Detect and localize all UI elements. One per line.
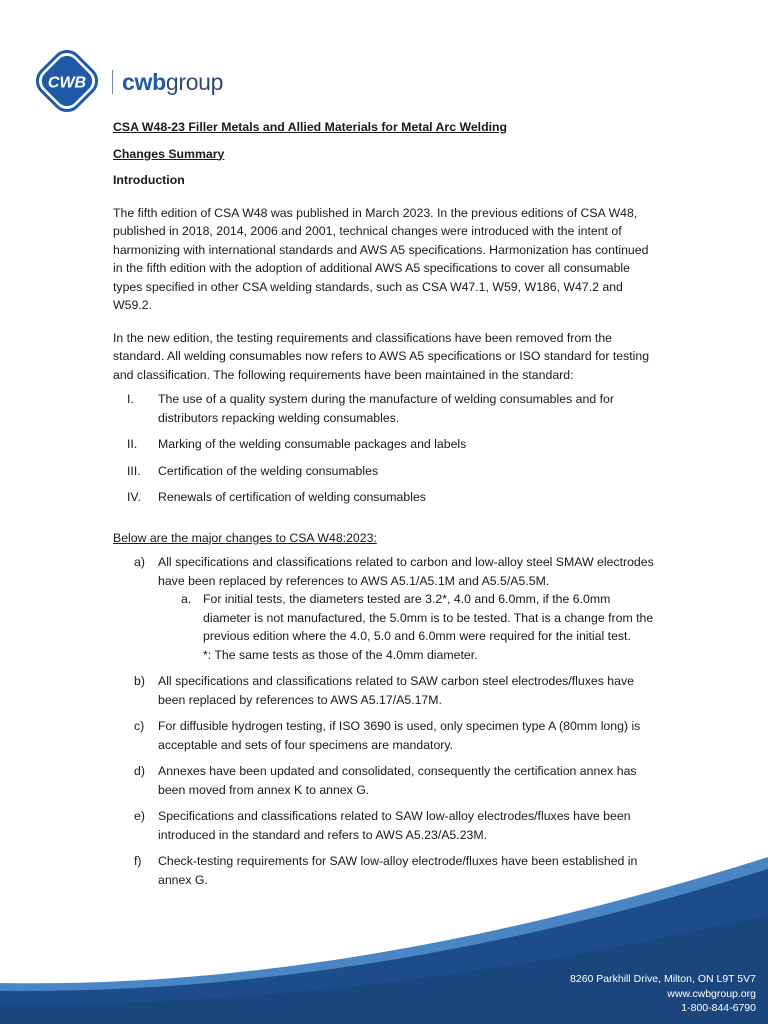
list-item-text: Check-testing requirements for SAW low-alloy electrode/fluxes have been established in annex G.	[158, 854, 638, 887]
brand-cwb: cwb	[122, 68, 166, 95]
list-item	[113, 435, 658, 454]
brand-group: group	[165, 68, 224, 95]
list-item-text: Annexes have been updated and consolidated, consequently the certification annex has been moved from annex K to annex G.	[158, 764, 637, 797]
document-body	[113, 118, 658, 889]
list-item	[113, 488, 658, 507]
list-item	[113, 390, 658, 427]
list-item-text: Renewals of certification of welding consumables	[158, 490, 426, 504]
list-item	[113, 807, 658, 844]
list-item-number: c)	[134, 719, 145, 733]
footer-address: 8260 Parkhill Drive, Milton, ON L9T 5V7	[570, 973, 756, 985]
document-title: CSA W48-23 Filler Metals and Allied Materials for Metal Arc Welding	[113, 120, 508, 134]
logo-badge-text: CWB	[47, 74, 87, 92]
list-item-text: Certification of the welding consumables	[158, 463, 379, 478]
list-item	[113, 762, 658, 799]
list-item	[113, 553, 658, 664]
list-item-text: Marking of the welding consumable packages and labels	[158, 437, 467, 451]
list-item-number: II.	[127, 437, 138, 451]
list-item	[113, 672, 658, 709]
major-changes-list	[113, 553, 658, 889]
introduction-heading: Introduction	[113, 173, 185, 187]
footer-contact	[570, 972, 756, 1016]
sub-list-item-number: a.	[181, 592, 192, 606]
sub-list-item-note: *: The same tests as those of the 4.0mm diameter.	[203, 647, 478, 662]
list-item-number: a)	[134, 555, 145, 569]
list-item-number: b)	[134, 674, 145, 688]
list-item-text: Specifications and classifications related to SAW low-alloy electrodes/fluxes have been introduced in the standard and refers to AWS A5.23/A5.23M.	[158, 809, 631, 842]
list-item-text: All specifications and classifications related to SAW carbon steel electrodes/fluxes have been replaced by references to AWS A5.17/A5.17M.	[158, 674, 634, 707]
footer-phone: 1-800-844-6790	[681, 1002, 756, 1014]
list-item-text: All specifications and classifications related to carbon and low-alloy steel SMAW electrodes have been replaced by references to AWS A5.1/A5.1M and A5.5/A5.5M.	[158, 555, 654, 588]
list-item	[113, 717, 658, 754]
sub-list-item-text: For initial tests, the diameters tested are 3.2*, 4.0 and 6.0mm, if the 6.0mm diameter is not manufactured, the 5.0mm is to be tested. That is a change from the previous edition where the 4.0, 5.0 and 6.0mm were required for the initial test.	[203, 592, 654, 643]
sub-list-item	[158, 590, 658, 664]
list-item-number: d)	[134, 764, 145, 778]
list-item-text: The use of a quality system during the manufacture of welding consumables and for distributors repacking welding consumables.	[158, 392, 614, 425]
list-item-number: e)	[134, 809, 145, 823]
cwb-logo-badge	[30, 44, 104, 118]
list-item-number: III.	[127, 463, 141, 478]
major-changes-heading: Below are the major changes to CSA W48:2023:	[113, 530, 377, 545]
intro-paragraph-2: In the new edition, the testing requirements and classifications have been removed from the standard. All welding consumables now refers to AWS A5 specifications or ISO standard for testing and classification. The following requirements have been maintained in the standard:	[113, 330, 650, 382]
maintained-requirements-list	[113, 390, 658, 507]
list-item-number: I.	[127, 392, 134, 406]
footer-website[interactable]: www.cwbgroup.org	[667, 987, 756, 1000]
list-item-text: For diffusible hydrogen testing, if ISO 3690 is used, only specimen type A (80mm long) is acceptable and sets of four specimens are mandatory.	[158, 719, 641, 752]
changes-summary-heading: Changes Summary	[113, 146, 225, 161]
intro-paragraph-1: The fifth edition of CSA W48 was published in March 2023. In the previous editions of CSA W48, published in 2018, 2014, 2006 and 2001, technical changes were introduced with the intent of harmonizing with international standards and AWS A5 specifications. Harmonization has continued in the fifth edition with the adoption of additional AWS A5 specifications to cover all consumable types specified in other CSA welding standards, such as CSA W47.1, W59, W186, W47.2 and W59.2.	[113, 205, 649, 312]
list-item	[113, 462, 658, 481]
brand-wordmark	[112, 66, 223, 98]
list-item-number: f)	[134, 854, 142, 868]
brand-divider	[112, 70, 113, 94]
list-item-number: IV.	[127, 490, 141, 504]
